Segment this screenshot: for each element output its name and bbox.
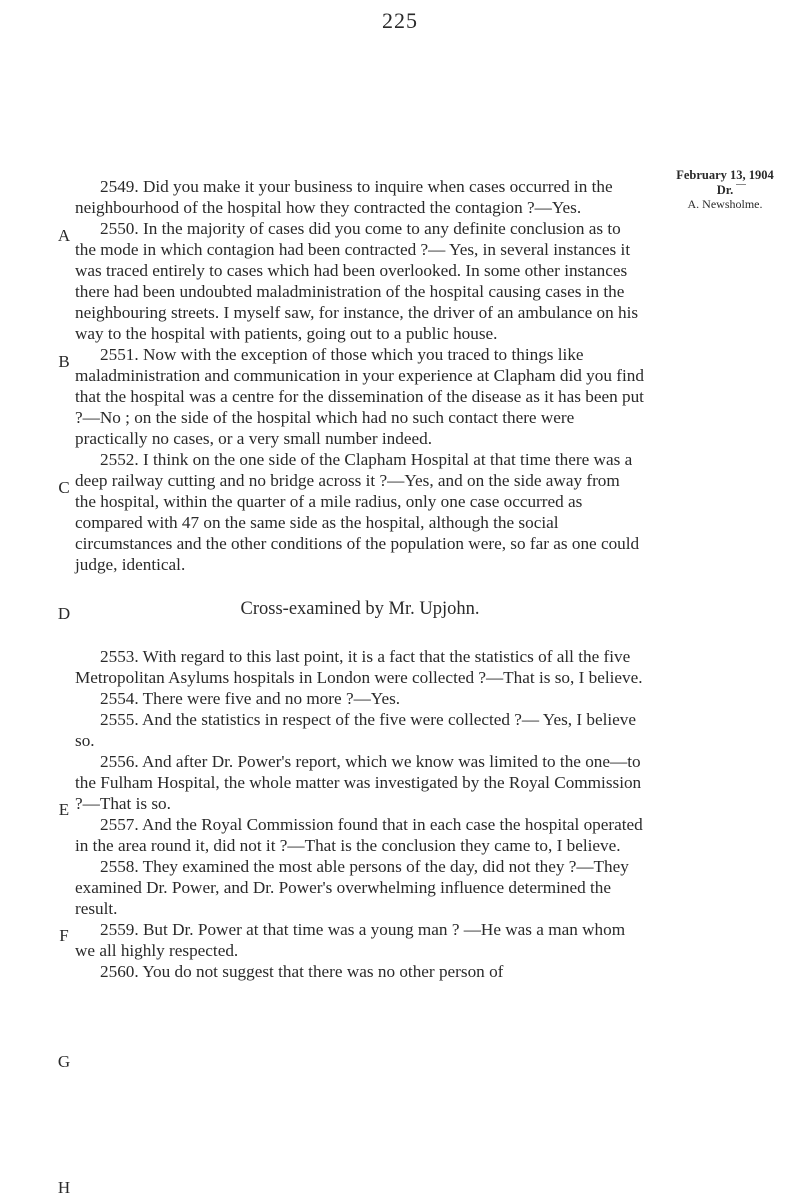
margin-letter-a: A [57,226,71,245]
margin-letter-c: C [58,478,70,497]
paragraph-2553: 2553. With regard to this last point, it is a fact that the statistics of all the five Metropolitan Asylums hospitals in London were collected ?—That is so, I believe. [75,647,643,687]
paragraph-2560: 2560. You do not suggest that there was no other person of [100,962,504,981]
paragraph-2556: 2556. And after Dr. Power's report, which we know was limited to the one—to the Fulham Hospital, the whole matter was investigated by the Royal Commission ?—That is so. [75,752,642,813]
side-note-witness: A. Newsholme. [687,197,763,211]
paragraph-2557: 2557. And the Royal Commission found that in each case the hospital operated in the area round it, did not it ?—That is the conclusion they came to, I believe. [75,815,643,855]
paragraph-2554: 2554. There were five and no more ?—Yes. [100,689,401,708]
margin-letter-b: B [58,352,70,371]
margin-letter-d: D [57,604,71,623]
paragraph-2550: 2550. In the majority of cases did you come to any definite conclusion as to the mode in which contagion had been contracted ?— Yes, in several instances it was traced entirely to cases which had been overlooked. In some other instances there had been undoubted maladministration of the hospital causing cases in the neighbouring streets. I myself saw, for instance, the driver of an ambulance on his way to the hospital with patients, going out to a public house. [75,219,639,343]
page-number: 225 [382,8,418,33]
paragraph-2558: 2558. They examined the most able persons of the day, did not they ?—They examined Dr. Power, and Dr. Power's overwhelming influence determined the result. [75,857,629,918]
paragraph-2559: 2559. But Dr. Power at that time was a young man ? —He was a man whom we all highly respected. [75,920,626,960]
body-text [75,176,645,982]
margin-letter-h: H [57,1178,71,1197]
margin-letter-f: F [59,926,69,945]
margin-letter-g: G [57,1052,71,1071]
side-note-title: Dr. [716,183,734,197]
margin-letter-e: E [58,800,70,819]
paragraph-2555: 2555. And the statistics in respect of the five were collected ?— Yes, I believe so. [75,710,636,750]
paragraph-2552: 2552. I think on the one side of the Clapham Hospital at that time there was a deep railway cutting and no bridge across it ?—Yes, and on the side away from the hospital, within the quarter of a mile radius, only one case occurred as compared with 47 on the same side as the hospital, although the social circumstances and the other conditions of the population were, so far as one could judge, identical. [75,450,640,574]
paragraph-2551: 2551. Now with the exception of those which you traced to things like maladministration and communication in your experience at Clapham did you find that the hospital was a centre for the dissemination of the disease as it has been put ?—No ; on the side of the hospital which had no such contact there were practically no cases, or a very small number indeed. [75,345,644,448]
section-heading: Cross-examined by Mr. Upjohn. [240,599,480,619]
side-note-date: February 13, 1904 [676,168,774,182]
paragraph-2549: 2549. Did you make it your business to inquire when cases occurred in the neighbourhood of the hospital how they contracted the contagion ?—Yes. [75,177,613,217]
